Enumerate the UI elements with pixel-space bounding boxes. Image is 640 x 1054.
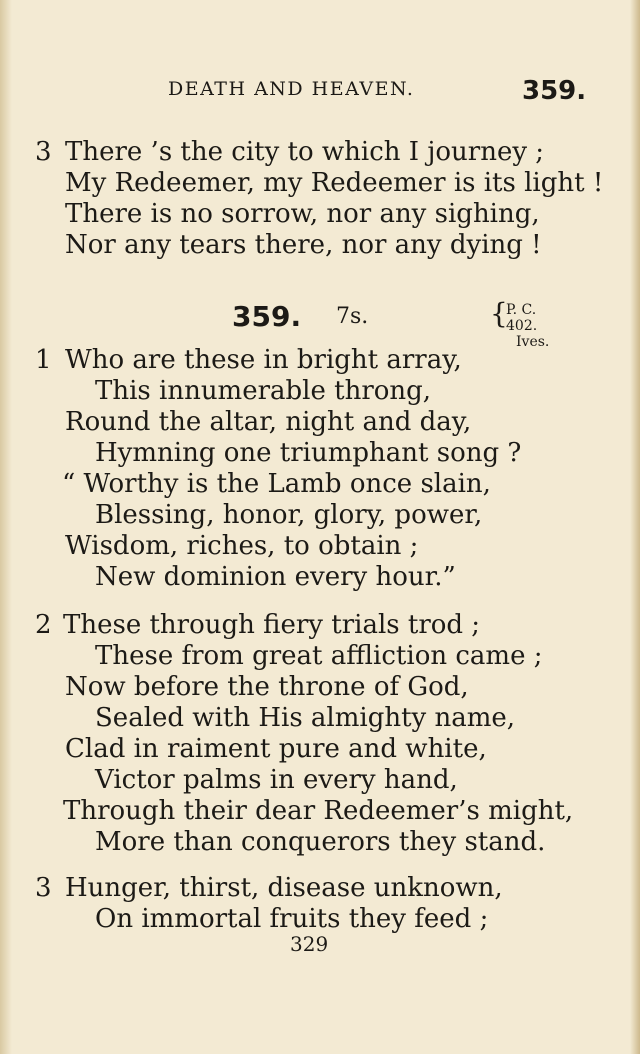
verse-line: On immortal fruits they feed ; <box>95 904 489 934</box>
running-title: DEATH AND HEAVEN. <box>168 78 415 100</box>
verse-line: This innumerable throng, <box>95 376 432 406</box>
verse-line: My Redeemer, my Redeemer is its light ! <box>65 168 604 198</box>
hymn-meter: 7s. <box>336 304 369 329</box>
page-edge-shadow <box>630 0 640 1054</box>
tune-reference <box>506 302 549 350</box>
page-gutter-shadow <box>0 0 12 1054</box>
verse-line: These through fiery trials trod ; <box>63 610 481 640</box>
verse-line: There is no sorrow, nor any sighing, <box>65 199 540 229</box>
tune-ref-name: Ives. <box>516 334 550 350</box>
verse-line: Who are these in bright array, <box>65 345 462 375</box>
verse-line: “ Worthy is the Lamb once slain, <box>62 469 491 499</box>
tune-ref-collection: P. C. 402. <box>506 302 538 334</box>
stanza-number: 3 <box>35 137 52 167</box>
verse-line: Nor any tears there, nor any dying ! <box>65 230 542 260</box>
verse-line: Wisdom, riches, to obtain ; <box>65 531 419 561</box>
verse-line: Victor palms in every hand, <box>95 765 458 795</box>
verse-line: Blessing, honor, glory, power, <box>95 500 483 530</box>
verse-line: These from great affliction came ; <box>95 641 543 671</box>
verse-line: Round the altar, night and day, <box>65 407 472 437</box>
brace-icon: { <box>490 297 508 330</box>
stanza-number: 1 <box>35 345 52 375</box>
verse-line: Hymning one triumphant song ? <box>95 438 522 468</box>
hymn-page-number: 359. <box>522 76 587 106</box>
hymn-number: 359. <box>232 300 302 333</box>
verse-line: Through their dear Redeemer’s might, <box>63 796 574 826</box>
stanza-number: 3 <box>35 873 52 903</box>
folio-page-number: 329 <box>290 932 329 956</box>
verse-line: New dominion every hour.” <box>95 562 456 592</box>
verse-line: Now before the throne of God, <box>65 672 469 702</box>
verse-line: There ’s the city to which I journey ; <box>65 137 545 167</box>
verse-line: Hunger, thirst, disease unknown, <box>65 873 503 903</box>
verse-line: Clad in raiment pure and white, <box>65 734 487 764</box>
verse-line: Sealed with His almighty name, <box>95 703 516 733</box>
stanza-number: 2 <box>35 610 52 640</box>
verse-line: More than conquerors they stand. <box>95 827 546 857</box>
